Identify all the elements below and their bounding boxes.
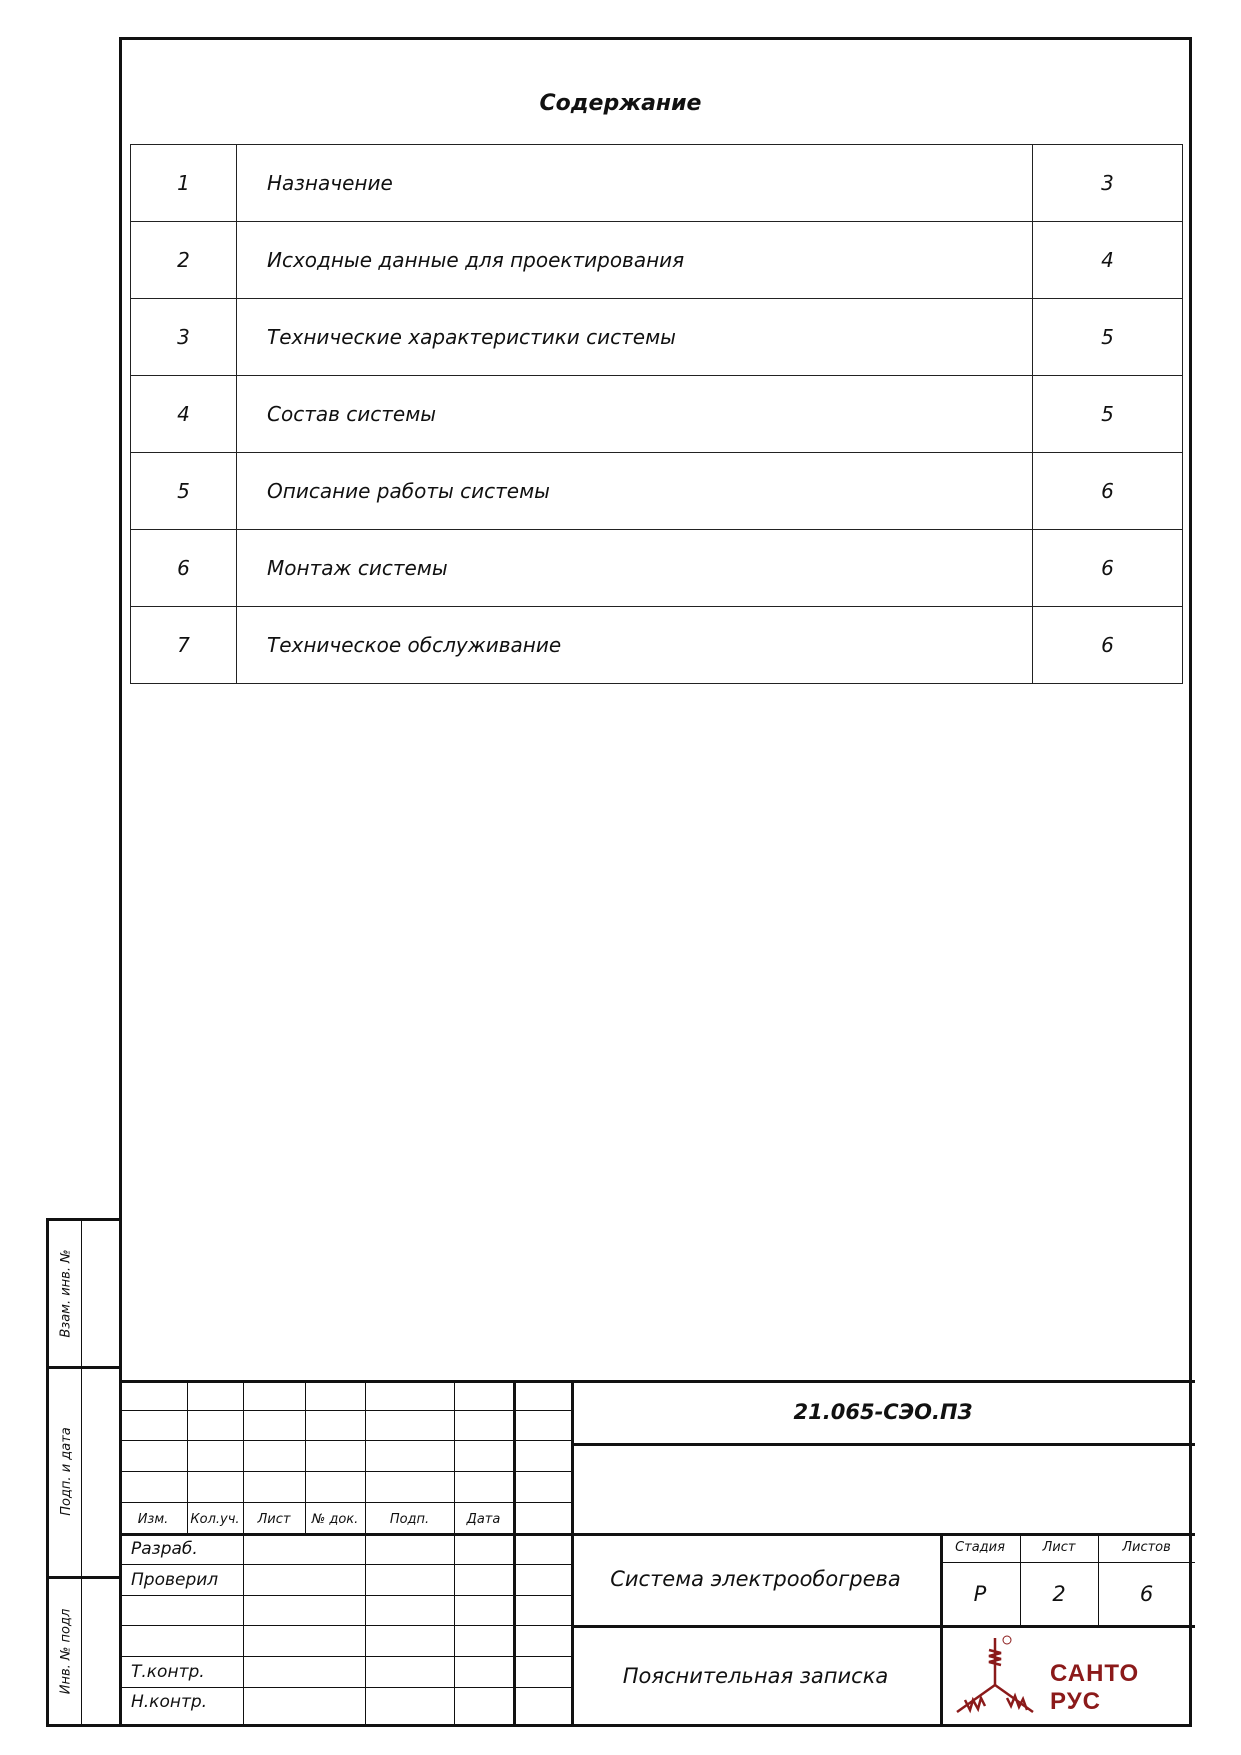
toc-row xyxy=(131,453,1183,530)
toc-num: 7 xyxy=(131,607,237,684)
toc-row xyxy=(131,607,1183,684)
title-block xyxy=(119,1380,1195,1727)
header-kol: Кол.уч. xyxy=(190,1511,240,1527)
header-list: Лист xyxy=(257,1511,291,1527)
side-label-podp: Подп. и дата xyxy=(58,1426,74,1516)
toc-title: Монтаж системы xyxy=(237,530,1033,607)
toc-num: 6 xyxy=(131,530,237,607)
toc-page: 5 xyxy=(1033,299,1183,376)
side-strip xyxy=(46,1218,119,1727)
toc-num: 4 xyxy=(131,376,237,453)
page-title: Содержание xyxy=(539,91,702,116)
role-proveril: Проверил xyxy=(131,1570,219,1590)
side-label-vzam: Взам. инв. № xyxy=(58,1249,74,1338)
toc-row xyxy=(131,376,1183,453)
header-doc: № док. xyxy=(311,1511,359,1527)
stage-value: Р xyxy=(973,1581,987,1606)
contents-table xyxy=(130,144,1183,684)
company-logo xyxy=(945,1630,1195,1725)
side-label-inv: Инв. № подл xyxy=(58,1608,74,1694)
header-podp: Подп. xyxy=(389,1511,430,1527)
header-izm: Изм. xyxy=(137,1511,169,1527)
document-code: 21.065-СЭО.ПЗ xyxy=(793,1399,973,1424)
stage-label: Стадия xyxy=(955,1540,1005,1555)
toc-page: 6 xyxy=(1033,530,1183,607)
sheets-value: 6 xyxy=(1139,1581,1154,1606)
sheet-value: 2 xyxy=(1052,1581,1066,1606)
toc-page: 5 xyxy=(1033,376,1183,453)
system-name: Система электрообогрева xyxy=(610,1567,901,1591)
toc-num: 5 xyxy=(131,453,237,530)
toc-title: Состав системы xyxy=(237,376,1033,453)
role-nkontr: Н.контр. xyxy=(131,1692,208,1712)
toc-title: Технические характеристики системы xyxy=(237,299,1033,376)
toc-title: Исходные данные для проектирования xyxy=(237,222,1033,299)
toc-page: 3 xyxy=(1033,145,1183,222)
role-tkontr: Т.контр. xyxy=(131,1662,205,1682)
toc-title: Назначение xyxy=(237,145,1033,222)
heating-logo-icon xyxy=(945,1630,1045,1725)
header-data: Дата xyxy=(466,1511,501,1527)
toc-row xyxy=(131,222,1183,299)
toc-page: 4 xyxy=(1033,222,1183,299)
toc-row xyxy=(131,530,1183,607)
toc-page: 6 xyxy=(1033,607,1183,684)
sheet-label: Лист xyxy=(1042,1540,1076,1555)
toc-row xyxy=(131,299,1183,376)
sheets-label: Листов xyxy=(1122,1540,1171,1555)
toc-title: Техническое обслуживание xyxy=(237,607,1033,684)
role-razrab: Разраб. xyxy=(131,1539,198,1559)
toc-title: Описание работы системы xyxy=(237,453,1033,530)
company-name: САНТО РУС xyxy=(1050,1660,1140,1715)
toc-row xyxy=(131,145,1183,222)
toc-num: 3 xyxy=(131,299,237,376)
document-name: Пояснительная записка xyxy=(622,1664,889,1688)
toc-num: 1 xyxy=(131,145,237,222)
toc-page: 6 xyxy=(1033,453,1183,530)
toc-num: 2 xyxy=(131,222,237,299)
